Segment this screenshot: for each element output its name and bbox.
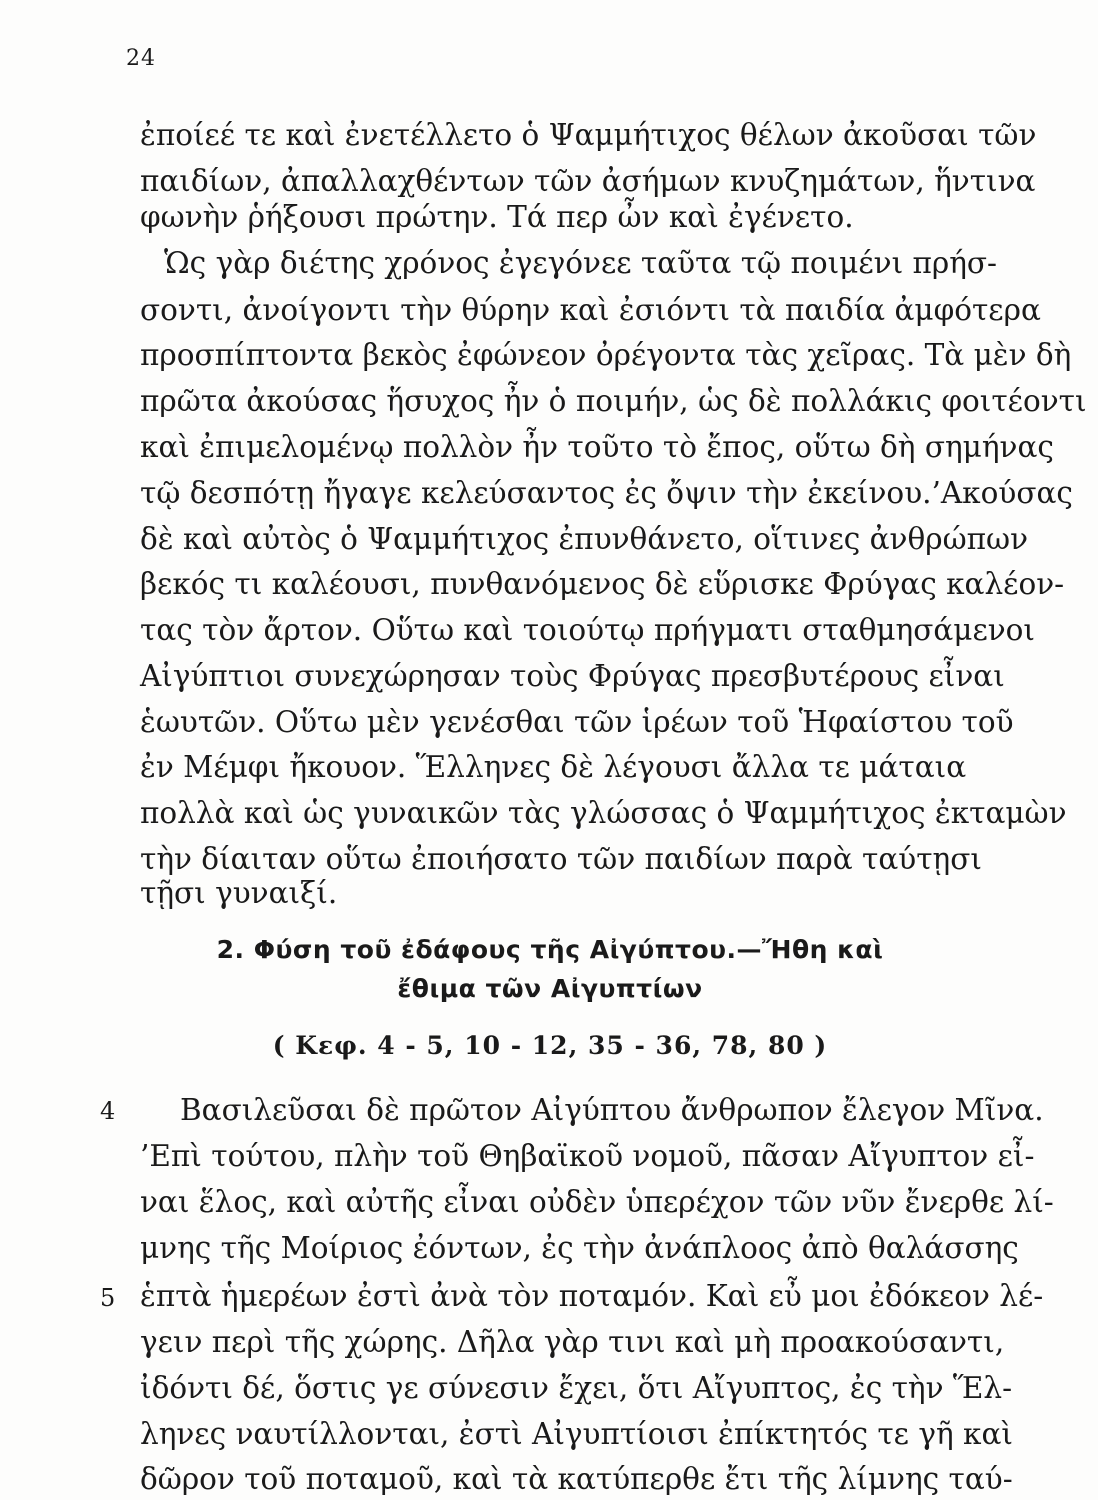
text-line: ληνες ναυτίλλονται, ἐστὶ Αἰγυπτίοισι ἐπίκτητός τε γῆ καὶ [140,1417,1013,1451]
text-line: ’Επὶ τούτου, πλὴν τοῦ Θηβαϊκοῦ νομοῦ, πᾶσαν Αἴγυπτον εἶ- [140,1139,1035,1173]
text-line: Αἰγύπτιοι συνεχώρησαν τοὺς Φρύγας πρεσβυτέρους εἶναι [140,659,1005,693]
text-line: δῶρον τοῦ ποταμοῦ, καὶ τὰ κατύπερθε ἔτι τῆς λίμνης ταύ- [140,1462,1013,1496]
text-line: καὶ ἐπιμελομένῳ πολλὸν ἦν τοῦτο τὸ ἔπος, οὕτω δὴ σημήνας [140,430,1054,464]
text-line: προσπίπτοντα βεκὸς ἐφώνεον ὀρέγοντα τὰς χεῖρας. Τὰ μὲν δὴ [140,338,1072,372]
text-line: παιδίων, ἀπαλλαχθέντων τῶν ἀσήμων κνυζημάτων, ἥντινα [140,164,1036,198]
text-line: τὴν δίαιταν οὕτω ἐποιήσατο τῶν παιδίων παρὰ ταύτῃσι [140,842,982,876]
text-line: μνης τῆς Μοίριος ἐόντων, ἐς τὴν ἀνάπλοος ἀπὸ θαλάσσης [140,1231,1019,1265]
text-line: ἑωυτῶν. Οὕτω μὲν γενέσθαι τῶν ἱρέων τοῦ Ἡφαίστου τοῦ [140,705,1014,739]
chapter-reference: ( Κεφ. 4 - 5, 10 - 12, 35 - 36, 78, 80 ) [272,1031,828,1060]
text-line: πρῶτα ἀκούσας ἥσυχος ἦν ὁ ποιμήν, ὡς δὲ πολλάκις φοιτέοντι [140,384,1087,418]
text-line: ἑπτὰ ἡμερέων ἐστὶ ἀνὰ τὸν ποταμόν. Καὶ εὖ μοι ἐδόκεον λέ- [140,1279,1044,1313]
text-line: τας τὸν ἄρτον. Οὕτω καὶ τοιούτῳ πρήγματι σταθμησάμενοι [140,613,1035,647]
text-line: πολλὰ καὶ ὡς γυναικῶν τὰς γλώσσας ὁ Ψαμμήτιχος ἐκταμὼν [140,796,1067,830]
text-line: τῷ δεσπότῃ ἤγαγε κελεύσαντος ἐς ὄψιν τὴν ἐκείνου.’Ακούσας [140,476,1073,510]
text-line: ἐν Μέμφι ἤκουον. Ἕλληνες δὲ λέγουσι ἄλλα τε μάταια [140,750,967,784]
section-heading-line1: 2. Φύση τοῦ ἐδάφους τῆς Αἰγύπτου.—Ἤθη καὶ [216,935,884,964]
text-line: γειν περὶ τῆς χώρης. Δῆλα γὰρ τινι καὶ μὴ προακούσαντι, [140,1325,1005,1359]
margin-line-number: 4 [100,1097,116,1125]
text-line: δὲ καὶ αὐτὸς ὁ Ψαμμήτιχος ἐπυνθάνετο, οἵτινες ἀνθρώπων [140,522,1029,556]
text-line: τῇσι γυναιξί. [140,876,338,910]
page-number: 24 [126,46,156,71]
text-line: ναι ἕλος, καὶ αὐτῆς εἶναι οὐδὲν ὑπερέχον τῶν νῦν ἔνερθε λί- [140,1185,1054,1219]
text-line: σοντι, ἀνοίγοντι τὴν θύρην καὶ ἐσιόντι τὰ παιδία ἀμφότερα [140,293,1041,327]
text-line: ἰδόντι δέ, ὅστις γε σύνεσιν ἔχει, ὅτι Αἴγυπτος, ἐς τὴν Ἕλ- [140,1371,1013,1405]
text-line: βεκός τι καλέουσι, πυνθανόμενος δὲ εὕρισκε Φρύγας καλέον- [140,567,1065,601]
section-heading-line2: ἔθιμα τῶν Αἰγυπτίων [397,974,703,1003]
text-line: Βασιλεῦσαι δὲ πρῶτον Αἰγύπτου ἄνθρωπον ἔλεγον Μῖνα. [180,1093,1044,1127]
text-line: ἐποίεέ τε καὶ ἐνετέλλετο ὁ Ψαμμήτιχος θέλων ἀκοῦσαι τῶν [140,118,1037,152]
text-line: φωνὴν ῥήξουσι πρώτην. Τά περ ὦν καὶ ἐγένετο. [140,200,854,234]
margin-line-number: 5 [100,1284,116,1312]
text-line: Ὡς γὰρ διέτης χρόνος ἐγεγόνεε ταῦτα τῷ ποιμένι πρήσ- [164,246,998,280]
